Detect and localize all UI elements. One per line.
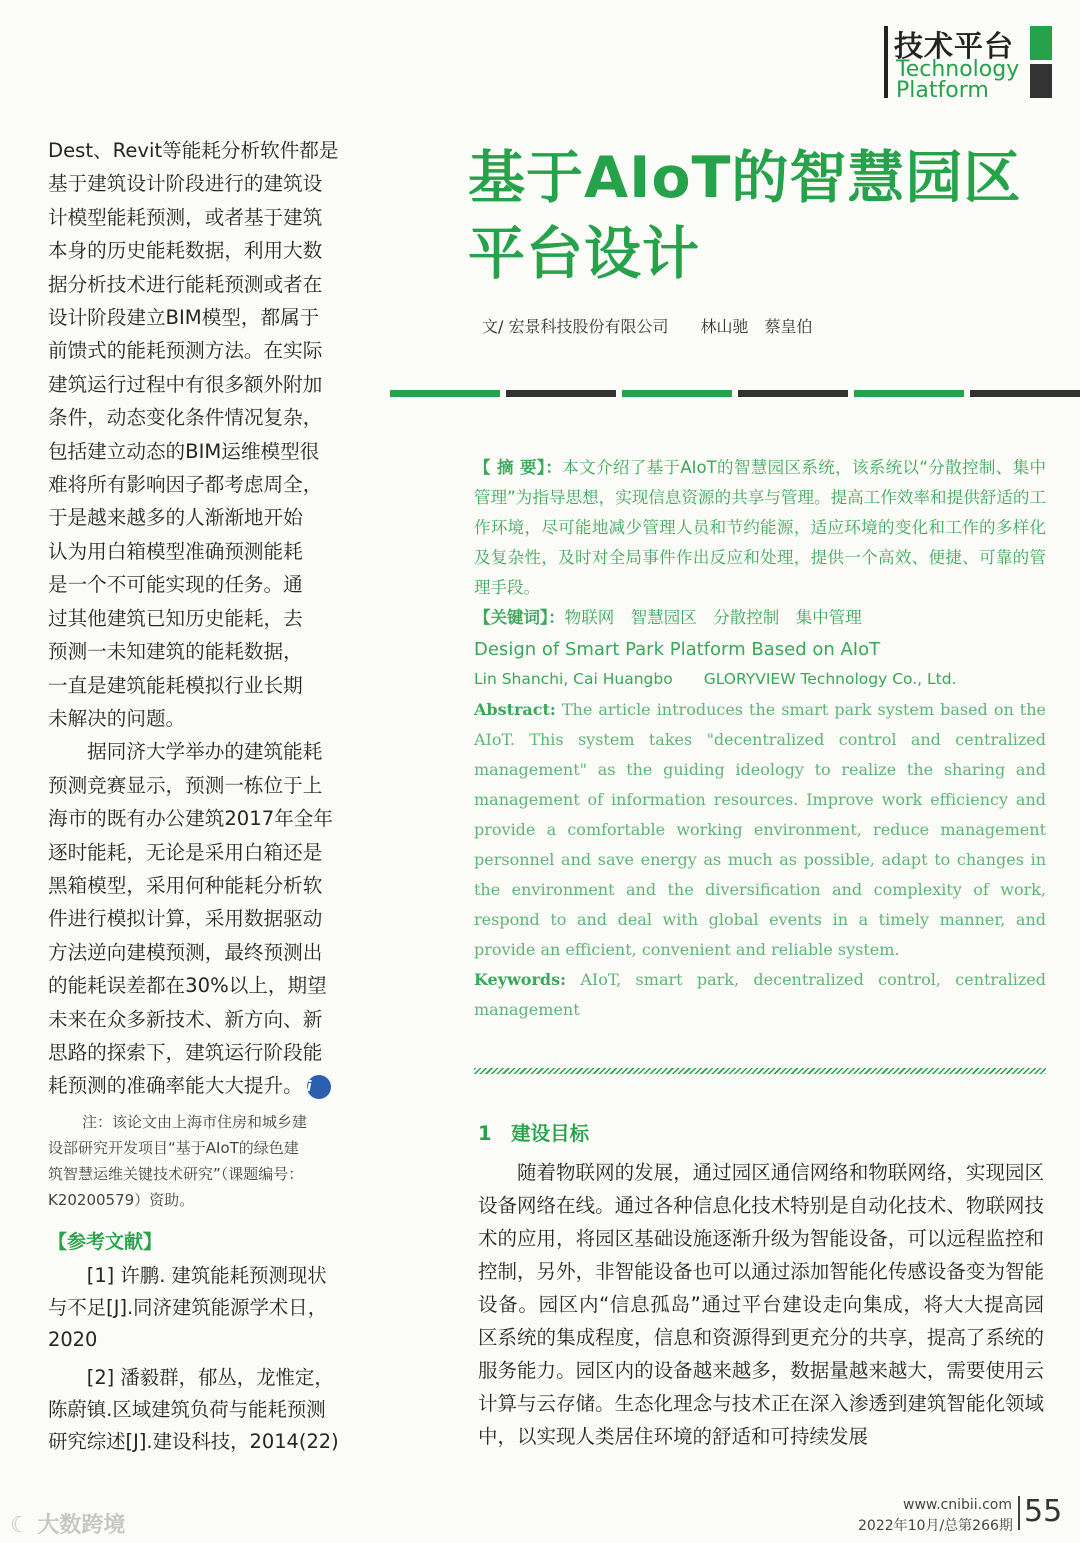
left-paragraph-1: Dest、Revit等能耗分析软件都是 基于建筑设计阶段进行的建筑设 计模型能耗预测，或者基于建筑 本身的历史能耗数据，利用大数 据分析技术进行能耗预测或者在 设计阶段建立BIM模型，都属于 前馈式的能耗预测方法。在实际 建筑运行过程中有很多额外附加 条件，动态变化条件情况复杂， 包括建立动态的BIM运维模型很 难将所有影响因子都考虑周全， 于是越来越多的人渐渐地开始 认为用白箱模型准确预测能耗 是一个不可能实现的任务。通 过其他建筑已知历史能耗，去 预测一未知建筑的能耗数据， 一直是建筑能耗模拟行业长期 未解决的问题。: [48, 139, 339, 730]
keywords-en-text: AIoT, smart park, decentralized control, centralized management: [474, 970, 1046, 1019]
article-title-line1: 基于AIoT的智慧园区: [468, 145, 1022, 211]
abstract-hatch-divider: [474, 1068, 1046, 1074]
references-heading: 【参考文献】: [48, 1230, 163, 1253]
divider-segment: [970, 390, 1080, 397]
section-tag-en: [896, 59, 1019, 101]
keywords-en-label: Keywords:: [474, 970, 567, 989]
article-title: [468, 140, 1068, 292]
section-tag-en-line2: Platform: [896, 78, 989, 103]
divider-segment: [390, 390, 500, 397]
authors-en: Lin Shanchi, Cai Huangbo GLORYVIEW Technology Co., Ltd.: [474, 670, 957, 688]
abstract-en: [474, 695, 1046, 965]
keywords-en: [474, 965, 1046, 1025]
left-column: [48, 134, 348, 1458]
section-tag-en-line1: Technology: [896, 57, 1020, 82]
divider-segment: [738, 390, 848, 397]
byline: 文/ 宏景科技股份有限公司 林山驰 蔡皇伯: [482, 317, 813, 336]
section-tag: [880, 26, 1055, 103]
section-1-title: 1 建设目标: [478, 1122, 590, 1145]
watermark-text: 大数跨境: [37, 1513, 126, 1538]
abstract-label: 【 摘 要】：: [474, 458, 563, 477]
section-tag-bar: [884, 26, 888, 98]
footer-issue: 2022年10月/总第266期: [858, 1518, 1013, 1534]
abstract-block: [474, 453, 1046, 1025]
keywords-zh-text: 物联网 智慧园区 分散控制 集中管理: [564, 608, 862, 627]
footer-divider: [1018, 1496, 1020, 1530]
left-paragraph-2-text: 据同济大学举办的建筑能耗 预测竞赛显示，预测一栋位于上 海市的既有办公建筑2017年全年 逐时能耗，无论是采用白箱还是 黑箱模型，采用何种能耗分析软 件进行模拟计算，采用数据驱动 方法逆向建模预测，最终预测出 的能耗误差都在30%以上，期望 未来在众多新技术、新方向、新 思路的探索下，建筑运行阶段能 耗预测的准确率能大大提升。: [48, 740, 333, 1098]
reference-item: [1] 许鹏. 建筑能耗预测现状 与不足[J].同济建筑能源学术日， 2020: [48, 1263, 328, 1351]
watermark-logo-icon: ☾: [10, 1513, 38, 1538]
section-1: [478, 1118, 1044, 1453]
abstract-zh-text: 本文介绍了基于AIoT的智慧园区系统，该系统以“分散控制、集中管理”为指导思想，实现信息资源的共享与管理。提高工作效率和提供舒适的工作环境，尽可能地减少管理人员和节约能源，适应环境的变化和工作的多样化及复杂性，及时对全局事件作出反应和处理，提供一个高效、便捷、可靠的管理手段。: [474, 458, 1046, 597]
abstract-zh: [474, 453, 1046, 603]
abstract-en-text: The article introduces the smart park system based on the AIoT. This system takes "decentralized control and centralized management" as the guiding ideology to realize the sharing and management of information resources. Improve work efficiency and provide a comfortable working environment, reduce management personnel and save energy as much as possible, adapt to changes in the environment and the diversification and complexity of work, respond to and deal with global events in a timely manner, and provide an efficient, convenient and reliable system.: [474, 700, 1046, 959]
left-paragraph-2: [48, 735, 348, 1102]
abstract-en-label: Abstract:: [474, 700, 556, 719]
footer-url: www.cnibii.com: [903, 1497, 1012, 1513]
section-tag-green-block: [1030, 26, 1052, 60]
reference-item: [2] 潘毅群，郁丛，龙惟定， 陈蔚镇.区域建筑负荷与能耗预测 研究综述[J].建设科技，2014(22): [48, 1365, 339, 1453]
watermark: [10, 1508, 125, 1539]
divider-segment: [506, 390, 616, 397]
funding-note: 注：该论文由上海市住房和城乡建 设部研究开发项目“基于AIoT的绿色建 筑智慧运维关键技术研究”（课题编号： K20200579）资助。: [48, 1112, 308, 1209]
article-end-icon: i: [307, 1075, 331, 1099]
title-divider: [390, 390, 1080, 397]
keywords-zh: [474, 603, 1046, 633]
section-1-body: 随着物联网的发展，通过园区通信网络和物联网络，实现园区设备网络在线。通过各种信息化技术特别是自动化技术、物联网技术的应用，将园区基础设施逐渐升级为智能设备，可以远程监控和控制，另外，非智能设备也可以通过添加智能化传感设备变为智能设备。园区内“信息孤岛”通过平台建设走向集成，将大大提高园区系统的集成程度，信息和资源得到更充分的共享，提高了系统的服务能力。园区内的设备越来越多，数据量越来越大，需要使用云计算与云存储。生态化理念与技术正在深入渗透到建筑智能化领域中，以实现人类居住环境的舒适和可持续发展: [478, 1161, 1044, 1448]
keywords-label: 【关键词】：: [474, 608, 565, 627]
article-title-line2: 平台设计: [468, 221, 700, 287]
divider-segment: [854, 390, 964, 397]
title-en: Design of Smart Park Platform Based on AIoT: [474, 639, 881, 660]
section-tag-dark-block: [1030, 64, 1052, 98]
section-tag-zh: 技术平台: [894, 29, 1015, 63]
page-number: 55: [1024, 1494, 1063, 1529]
divider-segment: [622, 390, 732, 397]
